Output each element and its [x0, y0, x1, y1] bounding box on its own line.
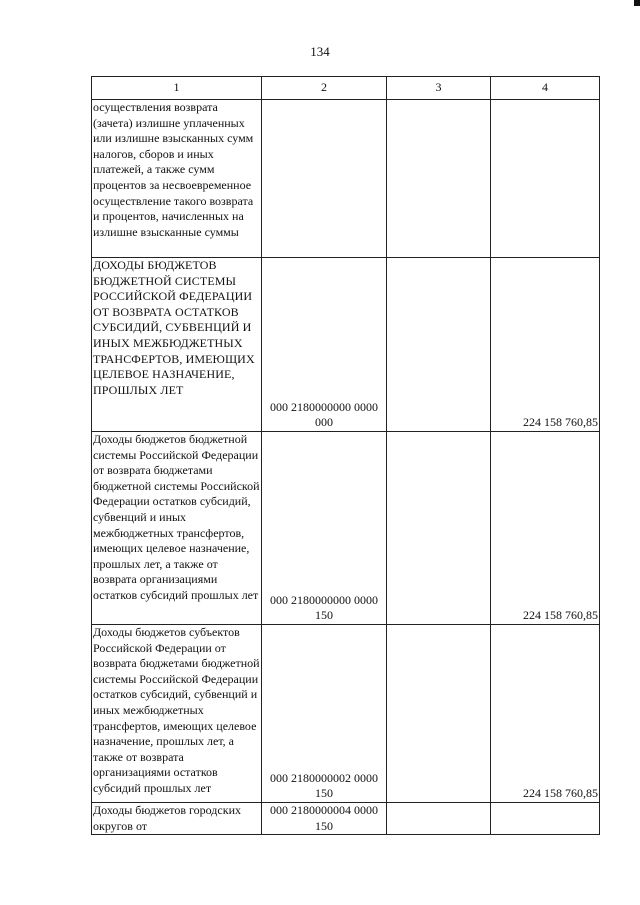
row-col3 [387, 258, 491, 432]
row-col3 [387, 625, 491, 803]
page-number: 134 [310, 44, 330, 59]
column-header-4: 4 [491, 77, 600, 100]
row-name: осуществления возврата (зачета) излишне уплаченных или излишне взысканных сумм налогов, сборов и иных платежей, а также сумм процентов за несвоевременное осуществление такого возврата и процентов, начисленных на излишне взысканные суммы [92, 100, 262, 258]
column-header-3: 3 [387, 77, 491, 100]
row-code [262, 100, 387, 258]
row-code: 000 2180000004 0000 150 [262, 803, 387, 835]
row-col3 [387, 803, 491, 835]
row-amount [491, 100, 600, 258]
row-col3 [387, 432, 491, 625]
column-header-1: 1 [92, 77, 262, 100]
row-code: 000 2180000000 0000 150 [262, 432, 387, 625]
corner-mark [634, 0, 640, 6]
budget-table [91, 76, 600, 835]
row-col3 [387, 100, 491, 258]
row-name: Доходы бюджетов бюджетной системы Российской Федерации от возврата бюджетами бюджетной системы Российской Федерации остатков субсидий, субвенций и иных межбюджетных трансфертов, имеющих целевое назначение, прошлых лет, а также от возврата организациями остатков субсидий прошлых лет [92, 432, 262, 625]
table-row [92, 625, 600, 803]
column-header-2: 2 [262, 77, 387, 100]
row-code: 000 2180000002 0000 150 [262, 625, 387, 803]
row-name: ДОХОДЫ БЮДЖЕТОВ БЮДЖЕТНОЙ СИСТЕМЫ РОССИЙСКОЙ ФЕДЕРАЦИИ ОТ ВОЗВРАТА ОСТАТКОВ СУБСИДИЙ, СУБВЕНЦИЙ И ИНЫХ МЕЖБЮДЖЕТНЫХ ТРАНСФЕРТОВ, ИМЕЮЩИХ ЦЕЛЕВОЕ НАЗНАЧЕНИЕ, ПРОШЛЫХ ЛЕТ [92, 258, 262, 432]
row-amount: 224 158 760,85 [491, 258, 600, 432]
row-amount: 224 158 760,85 [491, 432, 600, 625]
table-row [92, 803, 600, 835]
table-row [92, 100, 600, 258]
table-header-row [92, 77, 600, 100]
row-amount: 224 158 760,85 [491, 625, 600, 803]
row-name: Доходы бюджетов субъектов Российской Федерации от возврата бюджетами бюджетной системы Российской Федерации остатков субсидий, субвенций и иных межбюджетных трансфертов, имеющих целевое назначение, прошлых лет, а также от возврата организациями остатков субсидий прошлых лет [92, 625, 262, 803]
row-code: 000 2180000000 0000 000 [262, 258, 387, 432]
row-amount [491, 803, 600, 835]
table-row [92, 432, 600, 625]
table-row [92, 258, 600, 432]
row-name: Доходы бюджетов городских округов от [92, 803, 262, 835]
